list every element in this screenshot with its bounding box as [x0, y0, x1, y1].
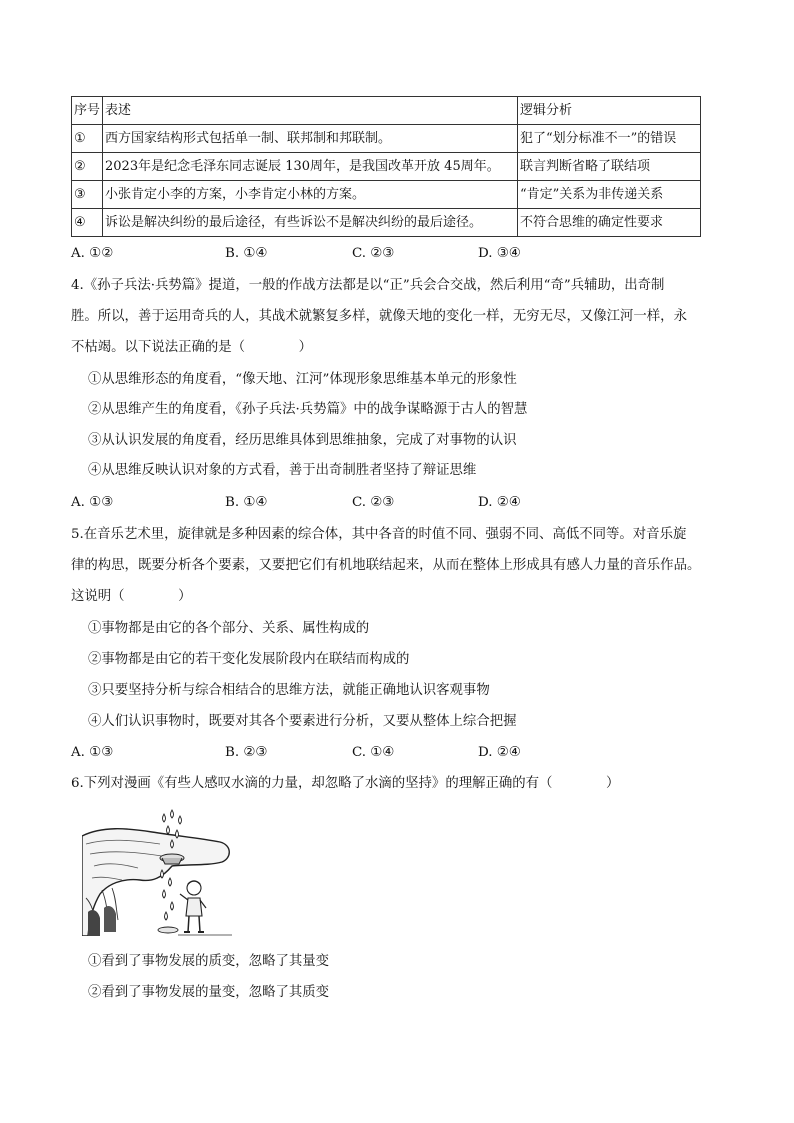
- option-d[interactable]: D. ②④: [478, 745, 521, 760]
- q4-stem-line: 不枯竭。以下说法正确的是（ ）: [71, 340, 313, 355]
- option-a[interactable]: A. ①②: [71, 246, 114, 261]
- option-a[interactable]: A. ①③: [71, 745, 114, 760]
- q5-stem-line: 这说明（ ）: [71, 589, 192, 604]
- q4-stem-line: 胜。所以，善于运用奇兵的人，其战术就繁复多样，就像天地的变化一样，无穷无尽，又像江河一样，永: [71, 309, 687, 324]
- q6-item: ①看到了事物发展的质变，忽略了其量变: [88, 954, 330, 969]
- row-statement: 2023年是纪念毛泽东同志诞辰 130周年，是我国改革开放 45周年。: [103, 153, 518, 181]
- option-c[interactable]: C. ①④: [352, 745, 395, 760]
- q4-item: ④从思维反映认识对象的方式看，善于出奇制胜者坚持了辩证思维: [88, 463, 477, 478]
- table-header-row: [72, 97, 701, 125]
- option-d[interactable]: D. ②④: [478, 495, 521, 510]
- option-a[interactable]: A. ①③: [71, 495, 114, 510]
- q4-stem-line: 4.《孙子兵法·兵势篇》提道，一般的作战方法都是以“正”兵会合交战，然后利用“奇”兵辅助，出奇制: [71, 278, 665, 293]
- option-b[interactable]: B. ①④: [225, 495, 268, 510]
- row-num: ②: [72, 153, 103, 181]
- q5-item: ②事物都是由它的若干变化发展阶段内在联结而构成的: [88, 652, 410, 667]
- q6-item: ②看到了事物发展的量变，忽略了其质变: [88, 985, 330, 1000]
- table-row: [72, 181, 701, 209]
- q5-options: [71, 744, 571, 762]
- row-num: ③: [72, 181, 103, 209]
- water-drop-cartoon: [82, 808, 232, 936]
- table-row: [72, 125, 701, 153]
- q5-item: ④人们认识事物时，既要对其各个要素进行分析，又要从整体上综合把握: [88, 714, 517, 729]
- table-row: [72, 209, 701, 237]
- row-num: ④: [72, 209, 103, 237]
- header-num: 序号: [72, 97, 103, 125]
- q4-options: [71, 494, 571, 512]
- option-b[interactable]: B. ①④: [225, 246, 268, 261]
- row-statement: 诉讼是解决纠纷的最后途径，有些诉讼不是解决纠纷的最后途径。: [103, 209, 518, 237]
- q5-stem-line: 律的构思，既要分析各个要素，又要把它们有机地联结起来，从而在整体上形成具有感人力量的音乐作品。: [71, 558, 701, 573]
- q4-item: ②从思维产生的角度看，《孙子兵法·兵势篇》中的战争谋略源于古人的智慧: [88, 402, 528, 417]
- header-statement: 表述: [103, 97, 518, 125]
- q5-item: ③只要坚持分析与综合相结合的思维方法，就能正确地认识客观事物: [88, 683, 490, 698]
- row-analysis: 不符合思维的确定性要求: [518, 209, 701, 237]
- option-b[interactable]: B. ②③: [225, 745, 268, 760]
- option-c[interactable]: C. ②③: [352, 495, 395, 510]
- q5-item: ①事物都是由它的各个部分、关系、属性构成的: [88, 621, 370, 636]
- row-analysis: “肯定”关系为非传递关系: [518, 181, 701, 209]
- q5-stem-line: 5.在音乐艺术里，旋律就是多种因素的综合体，其中各音的时值不同、强弱不同、高低不同等。对音乐旋: [71, 527, 687, 542]
- option-d[interactable]: D. ③④: [478, 246, 521, 261]
- header-analysis: 逻辑分析: [518, 97, 701, 125]
- row-analysis: 联言判断省略了联结项: [518, 153, 701, 181]
- q3-options: [71, 245, 571, 263]
- row-num: ①: [72, 125, 103, 153]
- q4-item: ①从思维形态的角度看，“像天地、江河”体现形象思维基本单元的形象性: [88, 372, 517, 387]
- q4-item: ③从认识发展的角度看，经历思维具体到思维抽象，完成了对事物的认识: [88, 433, 517, 448]
- row-statement: 西方国家结构形式包括单一制、联邦制和邦联制。: [103, 125, 518, 153]
- q6-stem: 6.下列对漫画《有些人感叹水滴的力量，却忽略了水滴的坚持》的理解正确的有（ ）: [71, 776, 620, 791]
- logic-analysis-table: [71, 96, 701, 237]
- table-row: [72, 153, 701, 181]
- row-statement: 小张肯定小李的方案，小李肯定小林的方案。: [103, 181, 518, 209]
- row-analysis: 犯了“划分标准不一”的错误: [518, 125, 701, 153]
- option-c[interactable]: C. ②③: [352, 246, 395, 261]
